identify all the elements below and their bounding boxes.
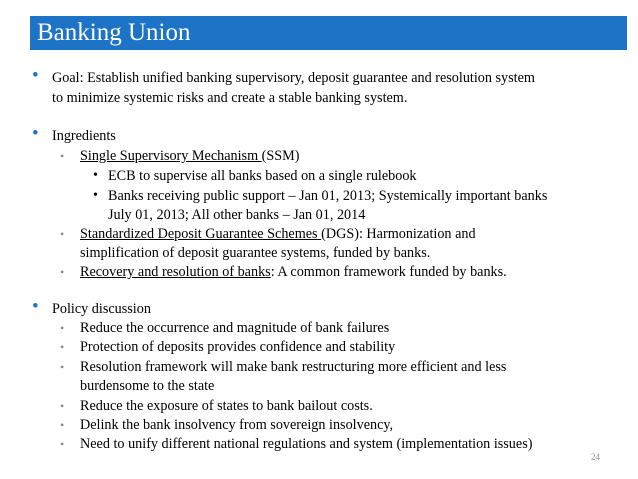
- dgs-link[interactable]: Standardized Deposit Guarantee Schemes: [80, 226, 322, 242]
- sub-bullet-ssm: •: [60, 149, 65, 163]
- sub-bullet-policy-2: •: [60, 340, 65, 354]
- policy-heading: Policy discussion: [52, 301, 151, 317]
- policy-item-3-cont: burdensome to the state: [80, 378, 215, 394]
- ssm-link[interactable]: Single Supervisory Mechanism: [80, 148, 262, 164]
- policy-item-2: Protection of deposits provides confidence and stability: [80, 339, 396, 355]
- main-bullet-policy: •: [32, 296, 39, 317]
- policy-item-1: Reduce the occurrence and magnitude of bank failures: [80, 320, 390, 336]
- sub-bullet-policy-3: •: [60, 360, 65, 374]
- goal-line-1: Goal: Establish unified banking supervisory, deposit guarantee and resolution system: [52, 70, 535, 86]
- policy-item-3: Resolution framework will make bank restructuring more efficient and less: [80, 359, 507, 375]
- page-number: 24: [591, 452, 600, 462]
- recovery-link[interactable]: Recovery and resolution of banks: [80, 264, 271, 280]
- subsub-bullet-1: •: [93, 168, 98, 183]
- recovery-line: [80, 262, 507, 282]
- policy-item-5: Delink the bank insolvency from sovereign insolvency,: [80, 417, 394, 433]
- recovery-rest: : A common framework funded by banks.: [270, 264, 507, 280]
- dgs-line-cont: simplification of deposit guarantee systems, funded by banks.: [80, 245, 431, 261]
- dgs-rest: (DGS): Harmonization and: [321, 226, 476, 242]
- slide-title: Banking Union: [37, 19, 191, 46]
- policy-item-4: Reduce the exposure of states to bank bailout costs.: [80, 398, 373, 414]
- sub-bullet-dgs: •: [60, 227, 65, 241]
- goal-line-2: to minimize systemic risks and create a stable banking system.: [52, 90, 408, 106]
- sub-bullet-policy-4: •: [60, 399, 65, 413]
- ssm-point-2-cont: July 01, 2013; All other banks – Jan 01, 2014: [108, 207, 366, 223]
- ssm-line: [80, 146, 300, 166]
- sub-bullet-policy-5: •: [60, 418, 65, 432]
- ssm-point-2: Banks receiving public support – Jan 01, 2013; Systemically important banks: [108, 188, 548, 204]
- dgs-line: [80, 224, 476, 244]
- ingredients-heading: Ingredients: [52, 128, 116, 144]
- title-bar: [30, 16, 627, 50]
- main-bullet-goal: •: [32, 65, 39, 86]
- sub-bullet-recovery: •: [60, 265, 65, 279]
- ssm-abbr: (SSM): [261, 148, 300, 164]
- sub-bullet-policy-6: •: [60, 437, 65, 451]
- main-bullet-ingredients: •: [32, 123, 39, 144]
- ssm-point-1: ECB to supervise all banks based on a single rulebook: [108, 168, 417, 184]
- sub-bullet-policy-1: •: [60, 321, 65, 335]
- subsub-bullet-2: •: [93, 188, 98, 203]
- policy-item-6: Need to unify different national regulations and system (implementation issues): [80, 436, 533, 452]
